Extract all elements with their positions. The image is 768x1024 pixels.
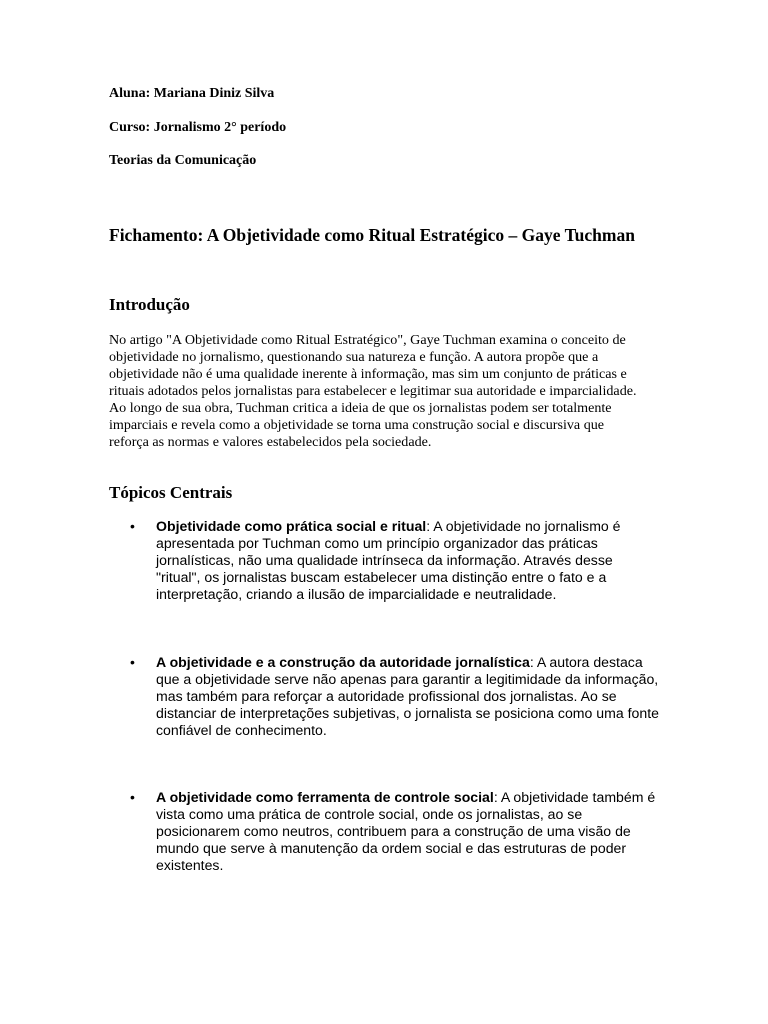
topic-body: : A objetividade também é vista como uma prática de controle social, onde os jornalistas, ao se posicionarem como neutros, contribuem para a construção de uma visão de mundo que serve à manutenção da ordem social e das estruturas de poder existentes. bbox=[156, 789, 656, 873]
bullet-icon: • bbox=[130, 518, 135, 534]
topic-body: : A objetividade no jornalismo é apresentada por Tuchman como um princípio organizador das práticas jornalísticas, não uma qualidade intrínseca da informação. Através desse "ritual", os jornalistas buscam estabelecer uma distinção entre o fato e a interpretação, criando a ilusão de imparcialidade e neutralidade. bbox=[156, 518, 621, 602]
topics-heading: Tópicos Centrais bbox=[109, 483, 233, 502]
document-title: Fichamento: A Objetividade como Ritual Estratégico – Gaye Tuchman bbox=[109, 225, 635, 245]
topic-text bbox=[156, 518, 661, 603]
subject-name: Teorias da Comunicação bbox=[109, 153, 257, 168]
topic-text bbox=[156, 789, 661, 874]
topic-title: Objetividade como prática social e ritual bbox=[156, 518, 427, 534]
topic-body: : A autora destaca que a objetividade serve não apenas para garantir a legitimidade da informação, mas também para reforçar a autoridade profissional dos jornalistas. Ao se distanciar de interpretações subjetivas, o jornalista se posiciona como uma fonte confiável de conhecimento. bbox=[156, 654, 659, 738]
intro-paragraph: No artigo "A Objetividade como Ritual Estratégico", Gaye Tuchman examina o conceito de objetividade no jornalismo, questionando sua natureza e função. A autora propõe que a objetividade não é uma qualidade inerente à informação, mas sim um conjunto de práticas e rituais adotados pelos jornalistas para estabelecer e legitimar sua autoridade e imparcialidade. Ao longo de sua obra, Tuchman critica a ideia de que os jornalistas podem ser totalmente imparciais e revela como a objetividade se torna uma construção social e discursiva que reforça as normas e valores estabelecidos pela sociedade. bbox=[109, 332, 637, 450]
course-info: Curso: Jornalismo 2° período bbox=[109, 120, 287, 135]
bullet-icon: • bbox=[130, 654, 135, 670]
topic-text bbox=[156, 654, 661, 739]
topic-title: A objetividade e a construção da autoridade jornalística bbox=[156, 654, 530, 670]
topic-title: A objetividade como ferramenta de controle social bbox=[156, 789, 494, 805]
student-name: Aluna: Mariana Diniz Silva bbox=[109, 86, 275, 101]
intro-heading: Introdução bbox=[109, 295, 190, 314]
bullet-icon: • bbox=[130, 789, 135, 805]
